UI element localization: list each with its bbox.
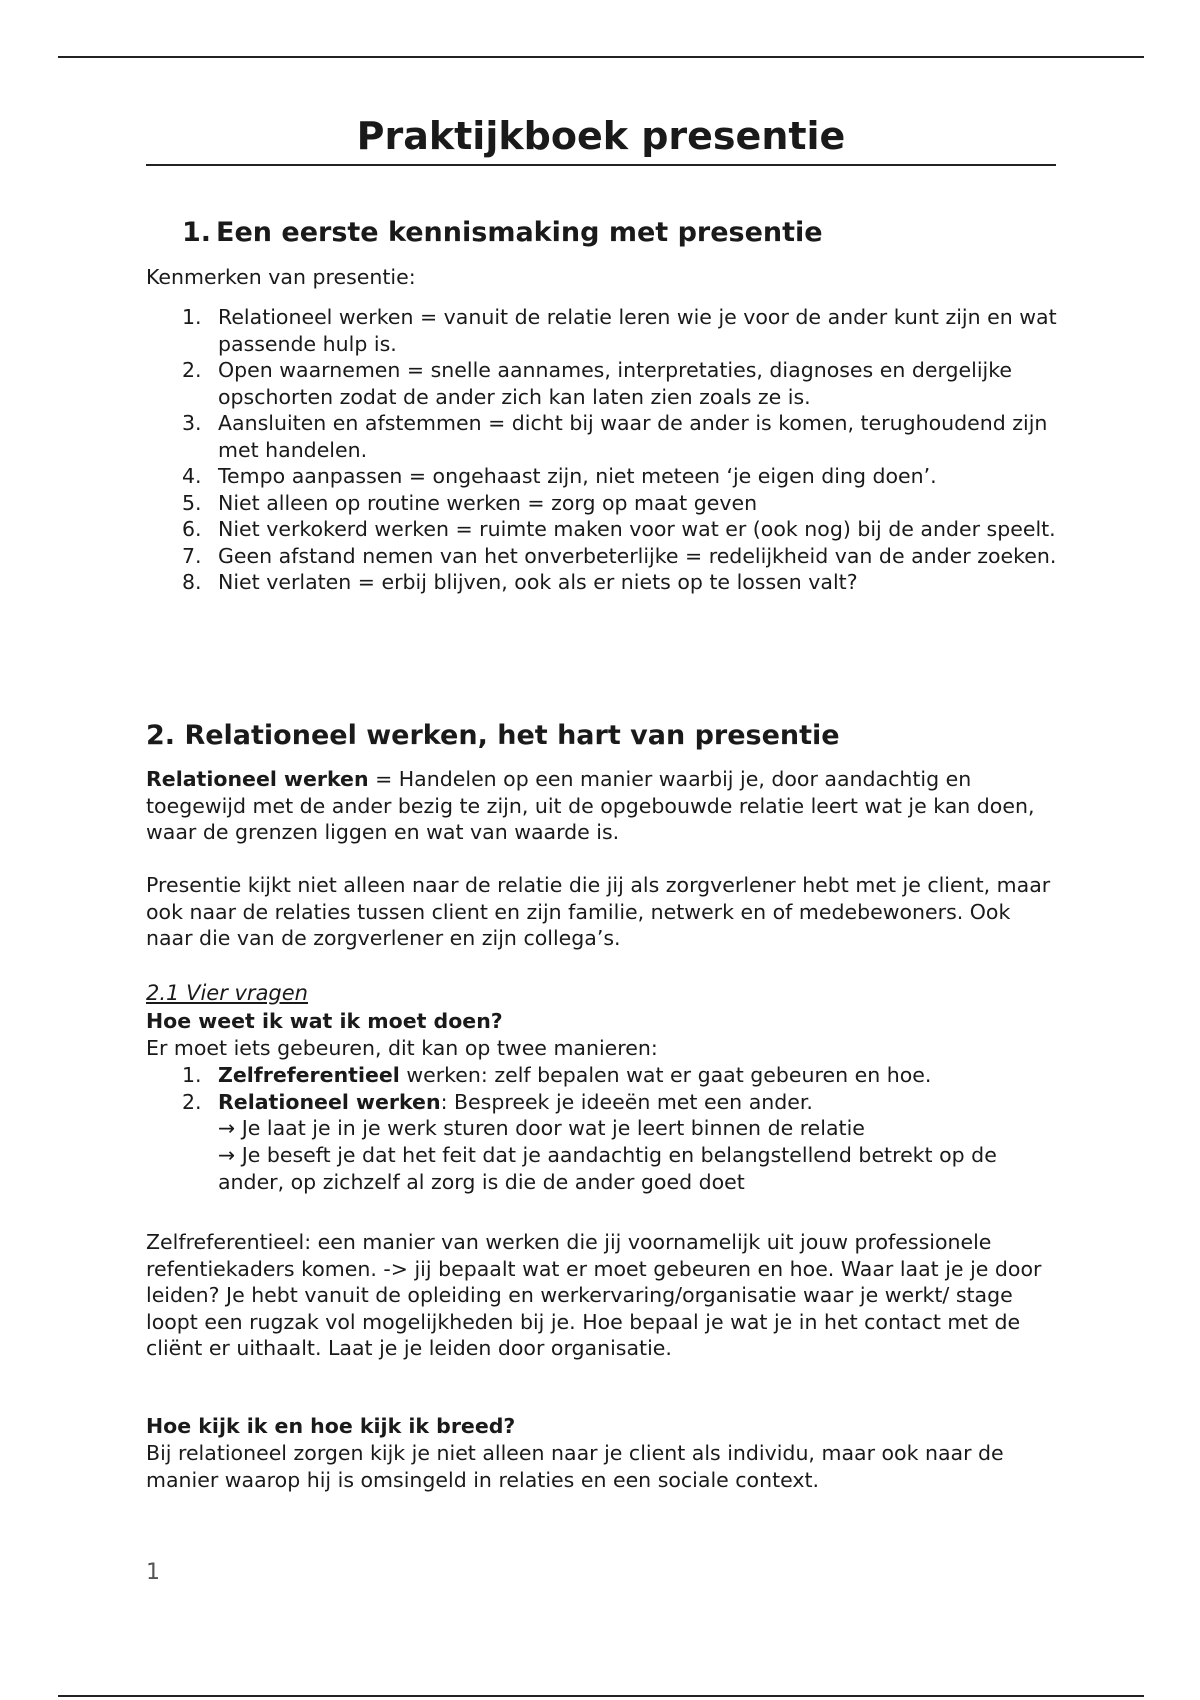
top-rule	[58, 56, 1144, 58]
kenmerken-list	[182, 304, 1058, 596]
definition-paragraph	[146, 766, 1056, 846]
kenmerk-item	[182, 463, 1058, 490]
arrow-point-2: → Je beseft je dat het feit dat je aandachtig en belangstellend betrekt op de ander, op zichzelf al zorg is die de ander goed doet	[218, 1143, 997, 1194]
kenmerk-item	[182, 516, 1058, 543]
kenmerk-item	[182, 304, 1058, 357]
list-text: Open waarnemen = snelle aannames, interpretaties, diagnoses en dergelijke opschorten zodat de ander zich kan laten zien zoals ze is.	[218, 358, 1013, 409]
list-number: 7.	[182, 543, 202, 568]
arrow-point-1: → Je laat je in je werk sturen door wat je leert binnen de relatie	[218, 1116, 865, 1140]
list-number: 2.	[182, 358, 202, 382]
kenmerk-item	[182, 543, 1058, 570]
definition-text: = Handelen op een manier waarbij je, door aandachtig en toegewijd met de ander bezig te zijn, uit de opgebouwde relatie leert wat je kan doen, waar de grenzen liggen en wat van waarde is.	[146, 767, 1035, 844]
section-2-heading: 2. Relationeel werken, het hart van presentie	[146, 720, 840, 751]
werken-item	[182, 1062, 1058, 1089]
question-2: Hoe kijk ik en hoe kijk ik breed?	[146, 1414, 516, 1438]
definition-term: Relationeel werken	[146, 767, 369, 791]
section-1-heading	[182, 216, 823, 250]
kenmerk-item	[182, 410, 1058, 463]
werken-list	[182, 1062, 1058, 1115]
list-text: Aansluiten en afstemmen = dicht bij waar de ander is komen, terughoudend zijn met handelen.	[218, 411, 1048, 462]
list-number: 6.	[182, 517, 202, 541]
document-title: Praktijkboek presentie	[146, 112, 1056, 166]
list-text: Niet verlaten = erbij blijven, ook als er niets op te lossen valt?	[218, 570, 858, 594]
page-number: 1	[146, 1560, 160, 1585]
kenmerk-item	[182, 490, 1058, 517]
relations-paragraph: Presentie kijkt niet alleen naar de relatie die jij als zorgverlener hebt met je client, maar ook naar de relaties tussen client en zijn familie, netwerk en of medebewoners. Ook naar die van de zorgverlener en zijn collega’s.	[146, 873, 1051, 950]
werken-item	[182, 1089, 1058, 1116]
list-text: Relationeel werken = vanuit de relatie leren wie je voor de ander kunt zijn en wat passende hulp is.	[218, 305, 1057, 356]
subsection-title: 2.1 Vier vragen	[146, 981, 308, 1005]
question-1-intro: Er moet iets gebeuren, dit kan op twee manieren:	[146, 1036, 658, 1060]
kenmerk-item	[182, 357, 1058, 410]
list-number: 2.	[182, 1089, 202, 1114]
list-text: Geen afstand nemen van het onverbeterlijke = redelijkheid van de ander zoeken.	[218, 543, 1057, 568]
list-term: Zelfreferentieel	[218, 1063, 400, 1087]
zelfreferentieel-paragraph: Zelfreferentieel: een manier van werken die jij voornamelijk uit jouw professionele refentiekaders komen. -> jij bepaalt wat er moet gebeuren en hoe. Waar laat je je door leiden? Je hebt vanuit de opleiding en werkervaring/organisatie waar je werkt/ stage loopt een rugzak vol mogelijkheden bij je. Hoe bepaal je wat je in het contact met de cliënt er uithaalt. Laat je je leiden door organisatie.	[146, 1230, 1042, 1360]
list-text: Niet alleen op routine werken = zorg op maat geven	[218, 490, 758, 515]
list-text: Niet verkokerd werken = ruimte maken voor wat er (ook nog) bij de ander speelt.	[218, 517, 1056, 541]
question-2-text: Bij relationeel zorgen kijk je niet alleen naar je client als individu, maar ook naar de manier waarop hij is omsingeld in relaties en een sociale context.	[146, 1441, 1004, 1492]
list-number: 8.	[182, 570, 202, 594]
kenmerk-item	[182, 569, 1058, 596]
list-number: 1.	[182, 1063, 202, 1087]
list-number: 1.	[182, 305, 202, 329]
section-1-title: Een eerste kennismaking met presentie	[216, 217, 823, 248]
bottom-rule	[58, 1695, 1144, 1697]
list-number: 4.	[182, 464, 202, 488]
list-text: werken: zelf bepalen wat er gaat gebeuren en hoe.	[399, 1063, 932, 1087]
section-1-number: 1.	[182, 217, 212, 248]
list-number: 3.	[182, 411, 202, 435]
question-1: Hoe weet ik wat ik moet doen?	[146, 1009, 503, 1033]
list-text: : Bespreek je ideeën met een ander.	[440, 1089, 813, 1114]
section-1-intro: Kenmerken van presentie:	[146, 265, 416, 289]
list-term: Relationeel werken	[218, 1089, 441, 1114]
list-text: Tempo aanpassen = ongehaast zijn, niet meteen ‘je eigen ding doen’.	[218, 464, 937, 488]
list-number: 5.	[182, 490, 202, 515]
